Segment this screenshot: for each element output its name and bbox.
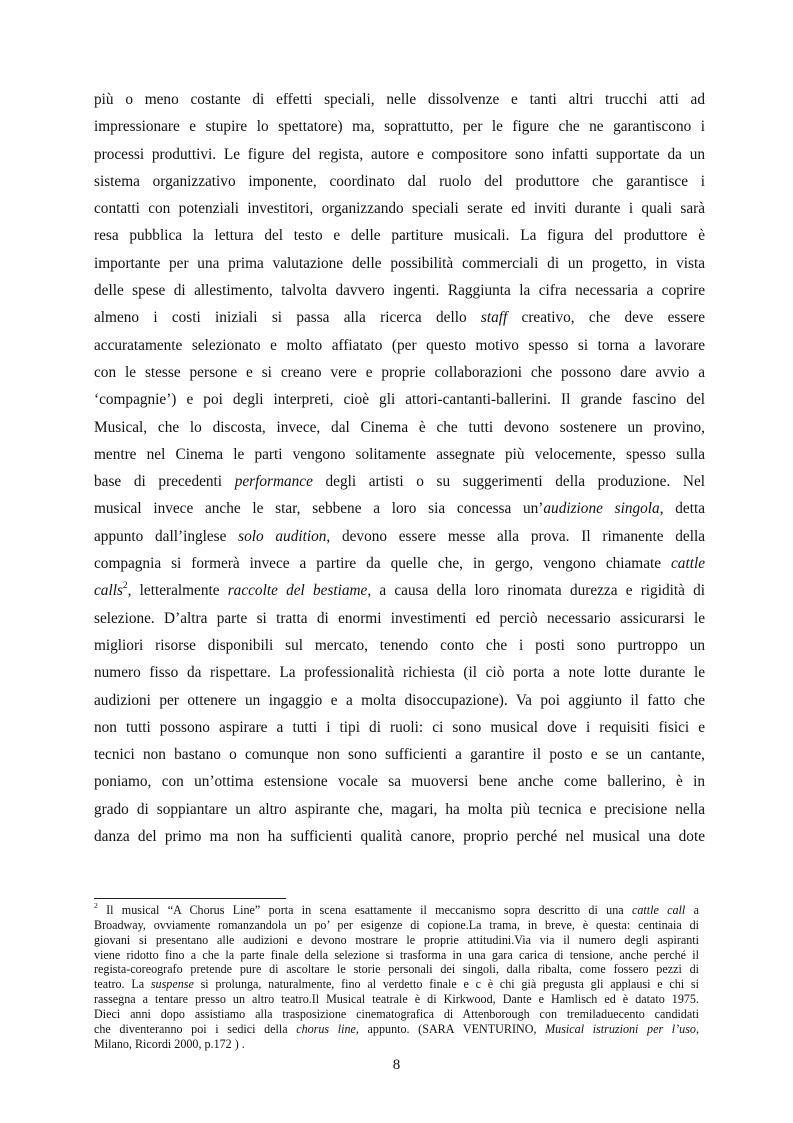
text-run: , appunto. (S <box>355 1021 429 1036</box>
body-line <box>94 86 705 113</box>
text-run: Broadway, ovviamente romanzandola un po’ per esigenze di copione.La trama, in breve, è questa: centinaia di <box>94 917 699 932</box>
body-line <box>94 523 705 550</box>
footnote-line <box>94 933 699 948</box>
body-line <box>94 250 705 277</box>
text-run: accuratamente selezionato e molto affiatato (per questo motivo spesso si torna a lavorare <box>94 336 705 354</box>
text-run: , detta <box>659 500 705 518</box>
text-run: contatti con potenziali investitori, organizzando speciali serate ed inviti durante i quali sarà <box>94 200 705 218</box>
text-run: grado di soppiantare un altro aspirante che, magari, ha molta più tecnica e precisione nella <box>94 800 705 818</box>
body-line <box>94 332 705 359</box>
text-run: giovani si presentano alle audizioni e devono mostrare le proprie attitudini.Via via il numero degli aspiranti <box>94 932 699 947</box>
text-run: che diventeranno poi i sedici della <box>94 1021 297 1036</box>
text-run: delle spese di allestimento, talvolta davvero ingenti. Raggiunta la cifra necessaria a coprire <box>94 282 705 300</box>
text-run: Musical, che lo discosta, invece, dal Cinema è che tutti devono sostenere un provino, <box>94 418 705 436</box>
small-caps-text: ENTURINO <box>471 1021 534 1036</box>
text-run: rassegna a tentare presso un altro teatro.Il Musical teatrale è di Kirkwood, Dante e Hamlisch ed è datato 1975. <box>94 992 699 1007</box>
body-line <box>94 768 705 795</box>
text-run: teatro. La <box>94 977 151 992</box>
footnote-line <box>94 1007 699 1022</box>
text-run: resa pubblica la lettura del testo e delle partiture musicali. La figura del produttore è <box>94 227 705 245</box>
body-line <box>94 441 705 468</box>
text-run: Il musical “A Chorus Line” porta in scena esattamente il meccanismo sopra descritto di una <box>97 903 632 917</box>
text-run: base di precedenti <box>94 473 235 491</box>
italic-text: cattle <box>671 555 705 573</box>
footnote-line <box>94 948 699 963</box>
footnote-line <box>94 900 699 918</box>
body-line <box>94 823 705 850</box>
body-line <box>94 741 705 768</box>
text-run: selezione. D’altra parte si tratta di enormi investimenti ed perciò necessario assicurarsi le <box>94 609 705 627</box>
main-text <box>94 86 705 850</box>
italic-text: suspense <box>150 977 194 992</box>
body-line <box>94 468 705 495</box>
text-run: non tutti possono aspirare a tutti i tipi di ruoli: ci sono musical dove i requisiti fisici e <box>94 718 705 736</box>
body-line <box>94 714 705 741</box>
text-run: regista-coreografo pretende pure di ascoltare le storie personali dei singoli, dalla ribalta, come fossero pezzi di <box>94 962 699 977</box>
text-run: V <box>454 1021 472 1036</box>
footnote-line <box>94 962 699 977</box>
body-line <box>94 550 705 577</box>
footnote-line <box>94 1022 699 1037</box>
body-line <box>94 359 705 386</box>
italic-text: performance <box>234 473 313 491</box>
italic-text: chorus line <box>296 1021 356 1036</box>
text-run: mentre nel Cinema le parti vengono solitamente assegnate più velocemente, spesso sulla <box>94 445 705 463</box>
italic-text: solo audition <box>238 527 327 545</box>
text-run: con le stesse persone e si creano vere e proprie collaborazioni che possono dare avvio a <box>94 363 705 381</box>
body-line <box>94 796 705 823</box>
italic-text: audizione singola <box>543 500 660 518</box>
body-line <box>94 277 705 304</box>
body-line <box>94 495 705 522</box>
text-run: processi produttivi. Le figure del regista, autore e compositore sono infatti supportate da un <box>94 145 705 163</box>
text-run: più o meno costante di effetti speciali, nelle dissolvenze e tanti altri trucchi atti ad <box>94 91 705 108</box>
italic-text: calls <box>94 582 123 600</box>
text-run: tecnici non bastano o comunque non sono sufficienti a garantire il posto e se un cantante, <box>94 746 705 764</box>
page-number: 8 <box>392 1057 401 1073</box>
body-line <box>94 113 705 140</box>
body-line <box>94 195 705 222</box>
body-line <box>94 605 705 632</box>
text-run: musical invece anche le star, sebbene a loro sia concessa un’ <box>94 500 544 518</box>
body-line <box>94 386 705 413</box>
footnote-line <box>94 918 699 933</box>
text-run: , devono essere messe alla prova. Il rimanente della <box>326 527 705 545</box>
footnote <box>94 900 699 1051</box>
body-line <box>94 632 705 659</box>
text-run: impressionare e stupire lo spettatore) ma, soprattutto, per le figure che ne garantiscono i <box>94 118 705 136</box>
text-run: importante per una prima valutazione delle possibilità commerciali di un progetto, in vista <box>94 254 705 272</box>
body-line <box>94 687 705 714</box>
footnote-ref: 2 <box>94 900 98 910</box>
footnote-separator <box>94 898 286 899</box>
text-run: creativo, che deve essere <box>507 309 705 327</box>
italic-text: cattle call <box>631 903 686 917</box>
body-line <box>94 304 705 331</box>
text-run: , <box>695 1021 699 1036</box>
text-run: si prolunga, naturalmente, fino al verdetto finale e c è chi già pregusta gli applausi e chi si <box>193 977 699 992</box>
text-run: Milano, Ricordi 2000, p.172 ) . <box>94 1036 245 1051</box>
text-run: poniamo, con un’ottima estensione vocale sa muoversi bene anche come ballerino, è in <box>94 773 705 791</box>
body-line <box>94 222 705 249</box>
text-run: compagnia si formerà invece a partire da quelle che, in gergo, vengono chiamate <box>94 555 672 573</box>
italic-text: Musical istruzioni per l’uso <box>545 1021 696 1036</box>
body-line <box>94 577 705 604</box>
text-run: ‘compagnie’) e poi degli interpreti, cioè gli attori-cantanti-ballerini. Il grande fascino del <box>94 391 705 409</box>
body-line <box>94 659 705 686</box>
footnote-ref: 2 <box>122 580 128 591</box>
text-run: appunto dall’inglese <box>94 527 239 545</box>
body-line <box>94 414 705 441</box>
footnote-line <box>94 977 699 992</box>
text-run: Dieci anni dopo assistiamo alla trasposizione cinematografica di Attenborough con tremiladuecento candidati <box>94 1006 699 1021</box>
text-run: , a causa della loro rinomata durezza e rigidità di <box>367 582 705 600</box>
footnote-line <box>94 1037 699 1052</box>
text-run: , <box>533 1021 546 1036</box>
body-line <box>94 141 705 168</box>
text-run: numero fisso da rispettare. La professionalità richiesta (il ciò porta a note lotte durante le <box>94 664 705 682</box>
small-caps-text: ARA <box>428 1021 455 1036</box>
text-run: migliori risorse disponibili sul mercato, tenendo conto che i posti sono purtroppo un <box>94 636 705 654</box>
text-run: audizioni per ottenere un ingaggio e a molta disoccupazione). Va poi aggiunto il fatto che <box>94 691 705 709</box>
italic-text: staff <box>480 309 508 327</box>
text-run: viene ridotto fino a che la parte finale della selezione si trasforma in una gara carica di tensione, anche perché il <box>94 947 699 962</box>
italic-text: raccolte del bestiame <box>227 582 368 600</box>
text-run: a <box>685 903 699 917</box>
text-run: degli artisti o su suggerimenti della produzione. Nel <box>312 473 705 491</box>
body-line <box>94 168 705 195</box>
text-run: almeno i costi iniziali si passa alla ricerca dello <box>94 309 481 327</box>
footnote-line <box>94 992 699 1007</box>
text-run: , letteralmente <box>127 582 228 600</box>
text-run: danza del primo ma non ha sufficienti qualità canore, proprio perché nel musical una dote <box>94 828 705 846</box>
text-run: sistema organizzativo imponente, coordinato dal ruolo del produttore che garantisce i <box>94 172 705 190</box>
